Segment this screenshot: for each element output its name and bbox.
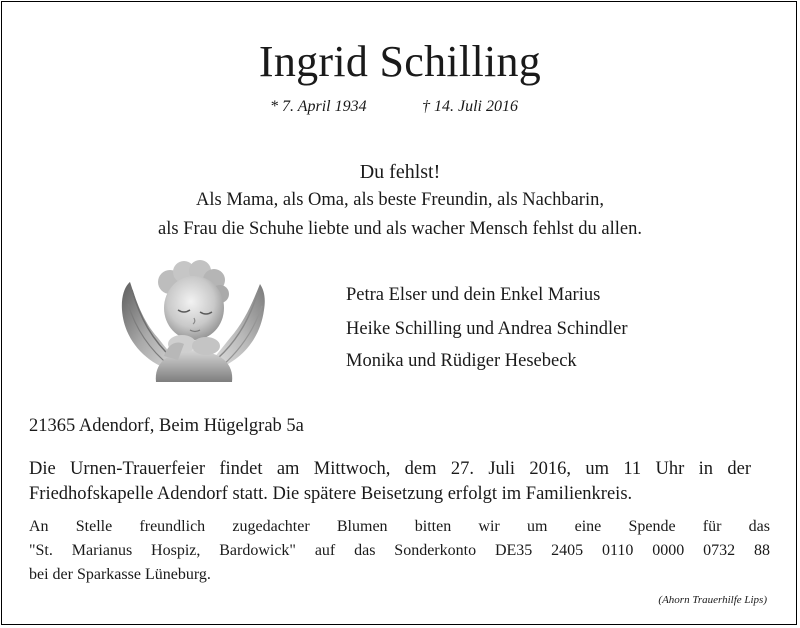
poem-line: als Frau die Schuhe liebte und als wacher Mensch fehlst du allen. bbox=[158, 219, 642, 239]
poem-title: Du fehlst! bbox=[359, 161, 441, 183]
donation-info-line: An Stelle freundlich zugedachter Blumen bitten wir um eine Spende für das bbox=[29, 518, 770, 535]
family-address: 21365 Adendorf, Beim Hügelgrab 5a bbox=[29, 416, 304, 436]
angel-cherub-icon bbox=[118, 260, 268, 385]
mourner-line: Petra Elser und dein Enkel Marius bbox=[346, 285, 601, 305]
service-info-line: Die Urnen-Trauerfeier findet am Mittwoch, dem 27. Juli 2016, um 11 Uhr in der bbox=[29, 459, 751, 479]
funeral-home-credit: (Ahorn Trauerhilfe Lips) bbox=[658, 594, 767, 606]
mourner-line: Heike Schilling und Andrea Schindler bbox=[346, 319, 628, 339]
mourner-line: Monika und Rüdiger Hesebeck bbox=[346, 351, 577, 371]
deceased-name: Ingrid Schilling bbox=[258, 37, 542, 86]
service-info-line: Friedhofskapelle Adendorf statt. Die spätere Beisetzung erfolgt im Familienkreis. bbox=[29, 484, 633, 504]
death-date: † 14. Juli 2016 bbox=[422, 98, 518, 115]
birth-date: * 7. April 1934 bbox=[270, 98, 367, 115]
donation-info-line: "St. Marianus Hospiz, Bardowick" auf das Sonderkonto DE35 2405 0110 0000 0732 88 bbox=[29, 542, 770, 559]
donation-info-line: bei der Sparkasse Lüneburg. bbox=[29, 566, 211, 583]
poem-line: Als Mama, als Oma, als beste Freundin, als Nachbarin, bbox=[196, 190, 604, 210]
